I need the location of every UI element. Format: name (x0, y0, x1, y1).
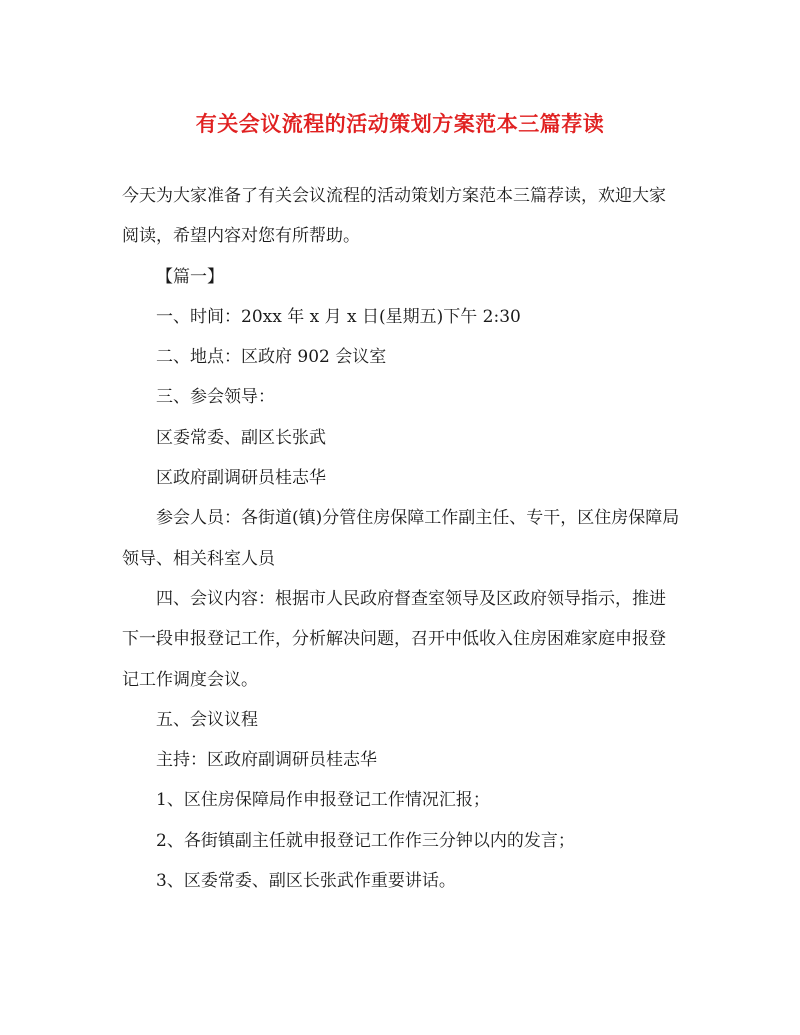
agenda-item: 1、区住房保障局作申报登记工作情况汇报； (156, 790, 490, 811)
attending-leaders-heading: 三、参会领导： (156, 387, 275, 408)
meeting-time: 一、时间：20xx 年 x 月 x 日(星期五)下午 2:30 (156, 306, 521, 327)
document-title: 有关会议流程的活动策划方案范本三篇荐读 (195, 111, 605, 136)
meeting-location: 二、地点：区政府 902 会议室 (156, 347, 387, 368)
host-line: 主持：区政府副调研员桂志华 (156, 750, 377, 771)
attendees-paragraph: 参会人员：各街道(镇)分管住房保障工作副主任、专干，区住房保障局领导、相关科室人员 (122, 508, 680, 569)
agenda-item: 3、区委常委、副区长张武作重要讲话。 (156, 871, 456, 892)
intro-paragraph: 今天为大家准备了有关会议流程的活动策划方案范本三篇荐读，欢迎大家阅读，希望内容对您有所帮助。 (122, 186, 666, 247)
agenda-heading: 五、会议议程 (156, 709, 258, 730)
meeting-content-paragraph: 四、会议内容：根据市人民政府督查室领导及区政府领导指示，推进下一段申报登记工作，分析解决问题，召开中低收入住房困难家庭申报登记工作调度会议。 (122, 588, 666, 690)
leader-item: 区委常委、副区长张武 (156, 427, 326, 448)
section-heading-part-one: 【篇一】 (156, 266, 224, 287)
document-body (122, 176, 682, 901)
leader-item: 区政府副调研员桂志华 (156, 468, 326, 489)
agenda-item: 2、各街镇副主任就申报登记工作作三分钟以内的发言； (156, 830, 575, 851)
